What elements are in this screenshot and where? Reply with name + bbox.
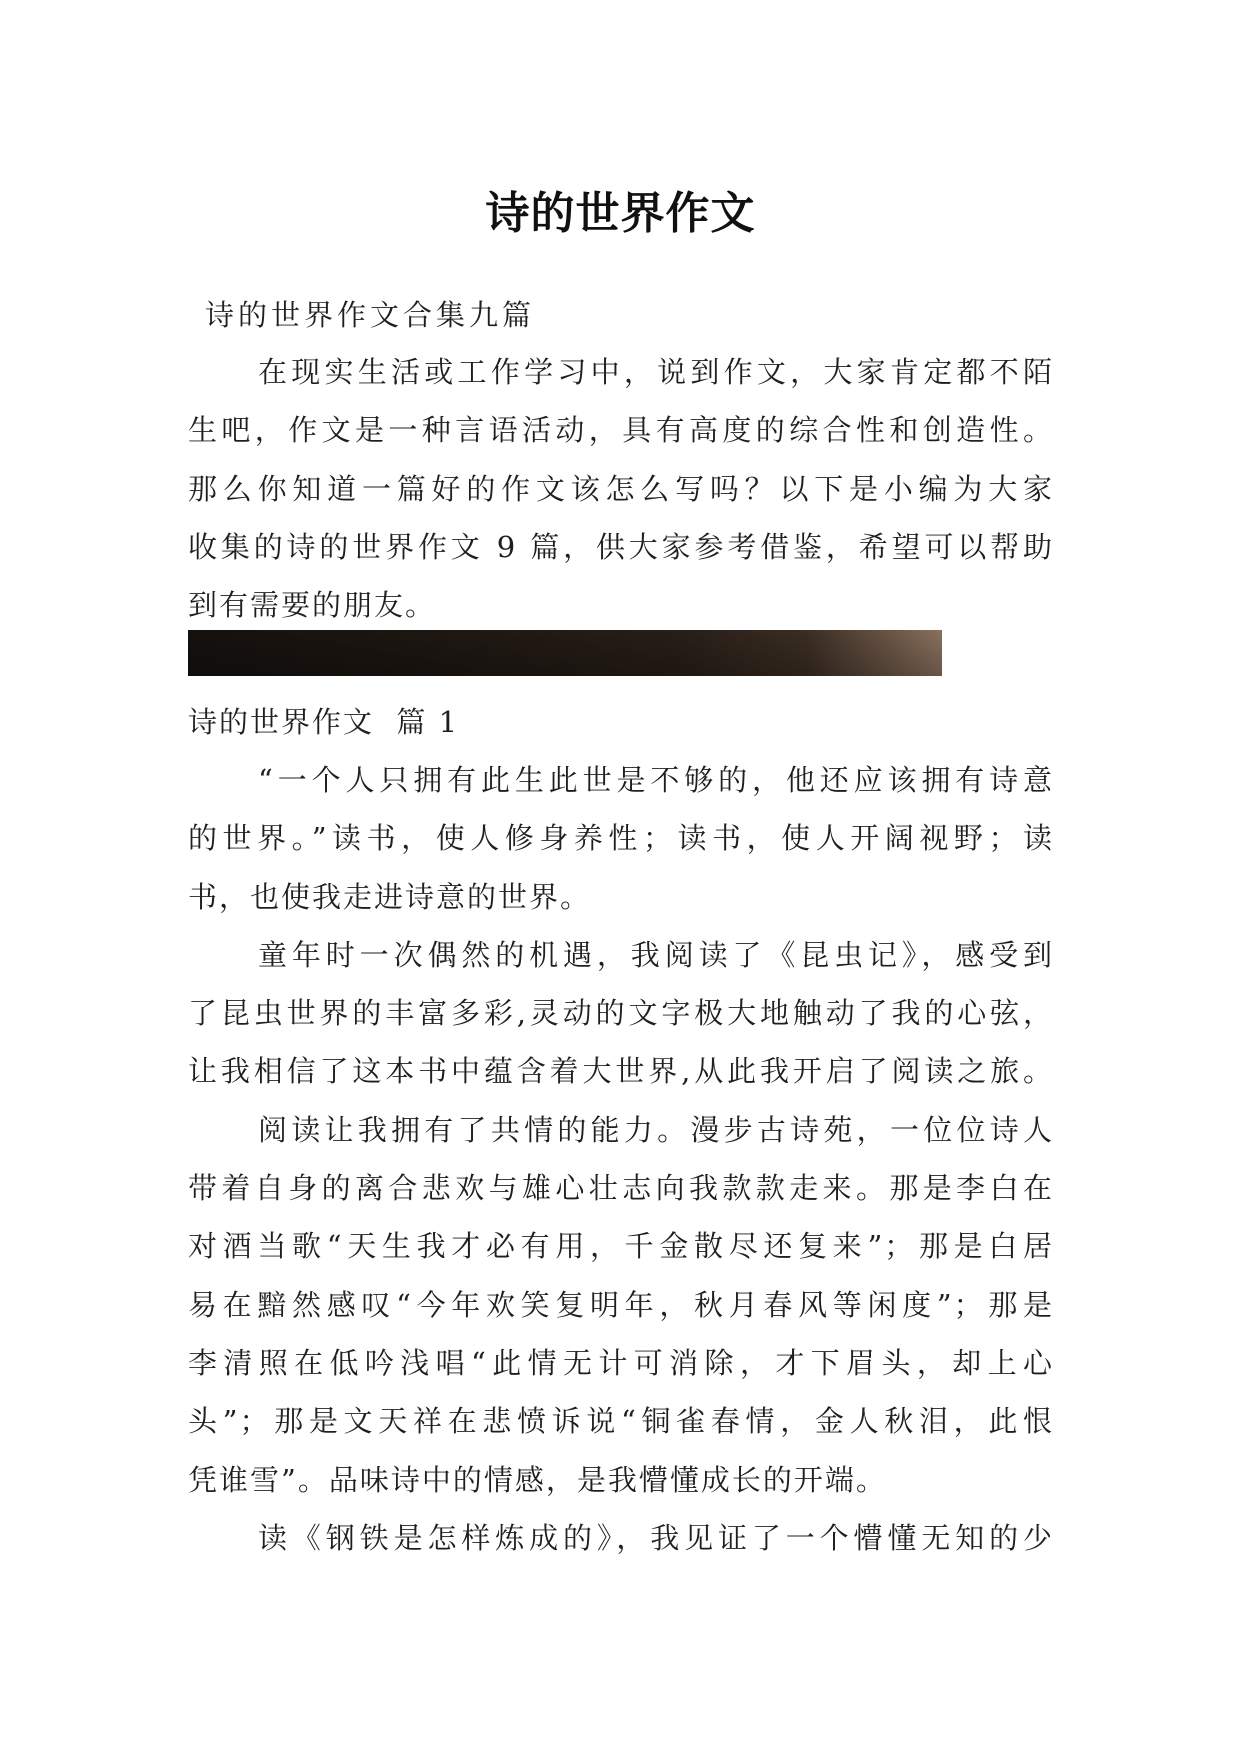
paragraph-line: 让我相信了这本书中蕴含着大世界,从此我开启了阅读之旅。 [188, 1054, 1054, 1089]
paragraph-2 [188, 926, 1054, 1101]
paragraph-line: 生吧，作文是一种言语活动，具有高度的综合性和创造性。 [188, 413, 1054, 448]
paragraph-line: 童年时一次偶然的机遇，我阅读了《昆虫记》，感受到 [258, 937, 1054, 972]
paragraph-line: 了昆虫世界的丰富多彩,灵动的文字极大地触动了我的心弦， [188, 996, 1054, 1031]
paragraph-line: 易在黯然感叹“今年欢笑复明年，秋月春风等闲度”；那是 [188, 1287, 1054, 1322]
paragraph-line: 带着自身的离合悲欢与雄心壮志向我款款走来。那是李白在 [188, 1171, 1054, 1206]
paragraph-line: 的世界。”读书，使人修身养性；读书，使人开阔视野；读 [188, 821, 1054, 856]
paragraph-4 [188, 1509, 1054, 1567]
paragraph-line: 读《钢铁是怎样炼成的》，我见证了一个懵懂无知的少 [258, 1520, 1054, 1555]
paragraph-line: 书，也使我走进诗意的世界。 [188, 879, 592, 914]
paragraph-line: 那么你知道一篇好的作文该怎么写吗？以下是小编为大家 [188, 471, 1054, 506]
paragraph-line: 李清照在低吟浅唱“此情无计可消除，才下眉头，却上心 [188, 1345, 1054, 1380]
banner-image [188, 630, 942, 676]
paragraph-line: 阅读让我拥有了共情的能力。漫步古诗苑，一位位诗人 [258, 1112, 1054, 1147]
paragraph-line: 头”；那是文天祥在悲愤诉说“铜雀春情，金人秋泪，此恨 [188, 1404, 1054, 1439]
intro-paragraph [188, 343, 1054, 634]
essay-body [188, 751, 1054, 1567]
paragraph-line: 凭谁雪”。品味诗中的情感，是我懵懂成长的开端。 [188, 1462, 887, 1497]
paragraph-line: 到有需要的朋友。 [188, 588, 437, 623]
paragraph-line: 对酒当歌“天生我才必有用，千金散尽还复来”；那是白居 [188, 1229, 1054, 1264]
document-title: 诗的世界作文 [485, 188, 756, 240]
paragraph-line: “一个人只拥有此生此世是不够的，他还应该拥有诗意 [258, 763, 1054, 797]
section-heading: 诗的世界作文 篇 1 [188, 705, 460, 739]
document-subtitle: 诗的世界作文合集九篇 [205, 298, 536, 332]
paragraph-line: 在现实生活或工作学习中，说到作文，大家肯定都不陌 [258, 355, 1054, 389]
paragraph-line: 收集的诗的世界作文 9 篇，供大家参考借鉴，希望可以帮助 [188, 529, 1054, 564]
paragraph-3 [188, 1101, 1054, 1509]
paragraph-1 [188, 751, 1054, 926]
